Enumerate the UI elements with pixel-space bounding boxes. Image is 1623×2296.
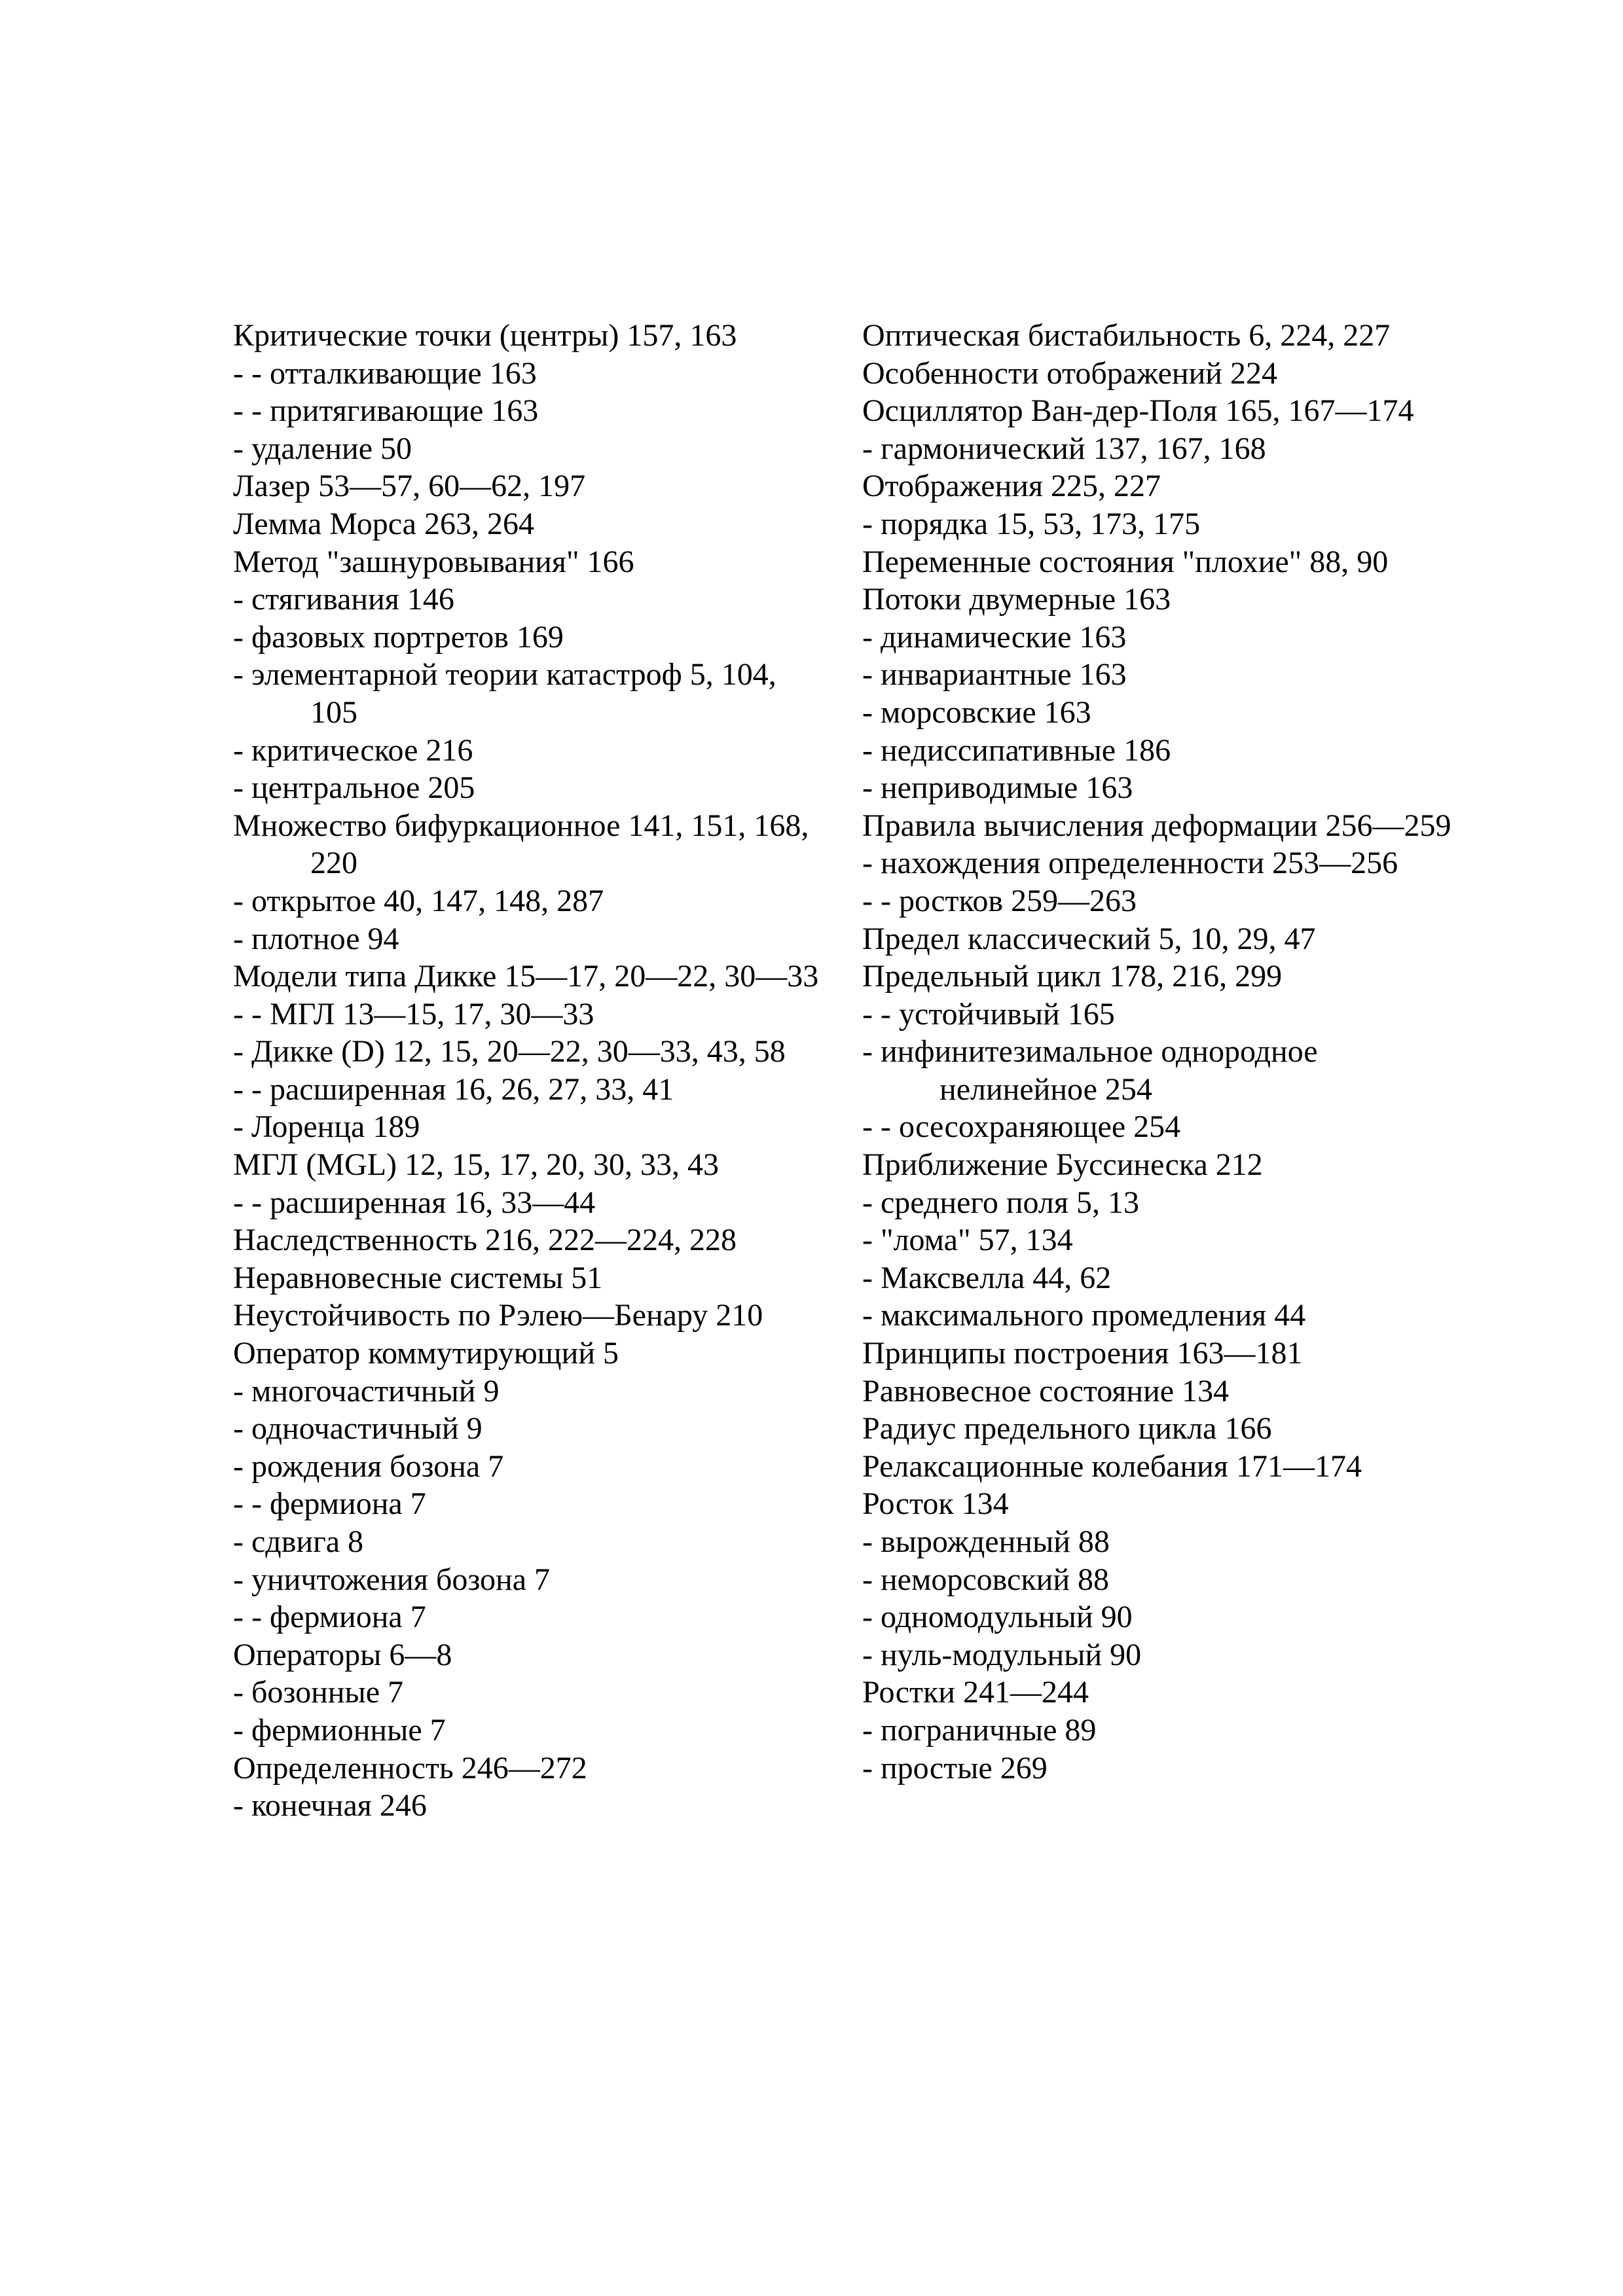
index-entry: - уничтожения бозона 7 — [233, 1562, 551, 1597]
index-entry: Оператор коммутирующий 5 — [233, 1336, 619, 1371]
index-entry: - "лома" 57, 134 — [862, 1223, 1073, 1258]
index-entry: Принципы построения 163—181 — [862, 1336, 1303, 1371]
index-entry: Равновесное состояние 134 — [862, 1373, 1230, 1408]
index-entry: Модели типа Дикке 15—17, 20—22, 30—33 — [233, 959, 819, 994]
index-entry: - инвариантные 163 — [862, 657, 1127, 692]
index-entry: Неравновесные системы 51 — [233, 1260, 603, 1295]
index-entry: - конечная 246 — [233, 1788, 427, 1823]
index-entry: - - расширенная 16, 26, 27, 33, 41 — [233, 1071, 674, 1107]
index-entry: - - притягивающие 163 — [233, 393, 539, 429]
index-entry: Оптическая бистабильность 6, 224, 227 — [862, 318, 1391, 353]
index-entry: - Максвелла 44, 62 — [862, 1260, 1112, 1295]
index-column-right — [862, 317, 1451, 1787]
index-entry: - - расширенная 16, 33—44 — [233, 1185, 596, 1220]
index-entry: - Дикке (D) 12, 15, 20—22, 30—33, 43, 58 — [233, 1034, 786, 1069]
index-entry: - нуль-модульный 90 — [862, 1637, 1142, 1672]
index-entry: Правила вычисления деформации 256—259 — [862, 808, 1451, 843]
index-entry: - вырожденный 88 — [862, 1524, 1110, 1559]
index-entry: Отображения 225, 227 — [862, 469, 1161, 504]
index-entry: - - устойчивый 165 — [862, 996, 1115, 1031]
index-entry: - - осесохраняющее 254 — [862, 1109, 1181, 1145]
index-entry: - одномодульный 90 — [862, 1600, 1133, 1635]
index-entry: Метод "зашнуровывания" 166 — [233, 544, 634, 579]
index-entry: - элементарной теории катастроф 5, 104, 105 — [233, 657, 776, 730]
index-entry: - бозонные 7 — [233, 1675, 404, 1710]
index-entry: - неприводимые 163 — [862, 770, 1133, 806]
index-entry: - - фермиона 7 — [233, 1600, 426, 1635]
index-entry: - гармонический 137, 167, 168 — [862, 431, 1266, 466]
index-entry: Потоки двумерные 163 — [862, 582, 1171, 617]
index-entry: Множество бифуркационное 141, 151, 168, 220 — [233, 808, 809, 881]
index-entry: Лемма Морса 263, 264 — [233, 506, 534, 541]
index-entry: - недиссипативные 186 — [862, 732, 1171, 768]
index-entry: - неморсовский 88 — [862, 1562, 1110, 1597]
index-entry: Критические точки (центры) 157, 163 — [233, 318, 737, 353]
index-entry: - - МГЛ 13—15, 17, 30—33 — [233, 996, 594, 1031]
index-entry: - - ростков 259—263 — [862, 883, 1137, 918]
index-entry: - простые 269 — [862, 1750, 1048, 1785]
index-entry: - порядка 15, 53, 173, 175 — [862, 506, 1201, 541]
index-entry: Операторы 6—8 — [233, 1637, 452, 1672]
index-entry: - - отталкивающие 163 — [233, 355, 537, 391]
index-entry: Осциллятор Ван-дер-Поля 165, 167—174 — [862, 393, 1414, 429]
index-entry: Лазер 53—57, 60—62, 197 — [233, 469, 586, 504]
index-entry: - фермионные 7 — [233, 1712, 446, 1748]
index-entry: Определенность 246—272 — [233, 1750, 587, 1785]
index-entry: - Лоренца 189 — [233, 1109, 420, 1145]
index-entry: - динамические 163 — [862, 619, 1127, 655]
index-entry: Наследственность 216, 222—224, 228 — [233, 1223, 737, 1258]
index-entry: - стягивания 146 — [233, 582, 454, 617]
index-entry: - одночастичный 9 — [233, 1411, 483, 1446]
index-entry: Ростки 241—244 — [862, 1675, 1089, 1710]
index-entry: - среднего поля 5, 13 — [862, 1185, 1139, 1220]
index-entry: Приближение Буссинеска 212 — [862, 1147, 1263, 1183]
index-entry: Неустойчивость по Рэлею—Бенару 210 — [233, 1298, 763, 1333]
index-entry: Предел классический 5, 10, 29, 47 — [862, 921, 1316, 956]
index-entry: - - фермиона 7 — [233, 1486, 426, 1522]
index-entry: - пограничные 89 — [862, 1712, 1097, 1748]
index-entry: Радиус предельного цикла 166 — [862, 1411, 1272, 1446]
index-entry: - удаление 50 — [233, 431, 412, 466]
index-entry: Релаксационные колебания 171—174 — [862, 1448, 1362, 1484]
index-entry: - критическое 216 — [233, 732, 473, 768]
index-entry: - фазовых портретов 169 — [233, 619, 564, 655]
index-entry: Росток 134 — [862, 1486, 1009, 1522]
index-entry: - максимального промедления 44 — [862, 1298, 1306, 1333]
index-column-left — [233, 317, 822, 1825]
index-entry: - нахождения определенности 253—256 — [862, 846, 1398, 881]
index-entry: - открытое 40, 147, 148, 287 — [233, 883, 604, 918]
index-entry: МГЛ (MGL) 12, 15, 17, 20, 30, 33, 43 — [233, 1147, 720, 1183]
index-entry: - многочастичный 9 — [233, 1373, 500, 1408]
index-entry: - центральное 205 — [233, 770, 475, 806]
index-entry: Переменные состояния "плохие" 88, 90 — [862, 544, 1389, 579]
index-entry: - инфинитезимальное однородное нелинейное 254 — [862, 1034, 1318, 1107]
index-entry: Особенности отображений 224 — [862, 355, 1277, 391]
index-entry: - рождения бозона 7 — [233, 1448, 504, 1484]
index-entry: Предельный цикл 178, 216, 299 — [862, 959, 1283, 994]
index-entry: - морсовские 163 — [862, 694, 1091, 730]
index-entry: - сдвига 8 — [233, 1524, 364, 1559]
index-entry: - плотное 94 — [233, 921, 399, 956]
